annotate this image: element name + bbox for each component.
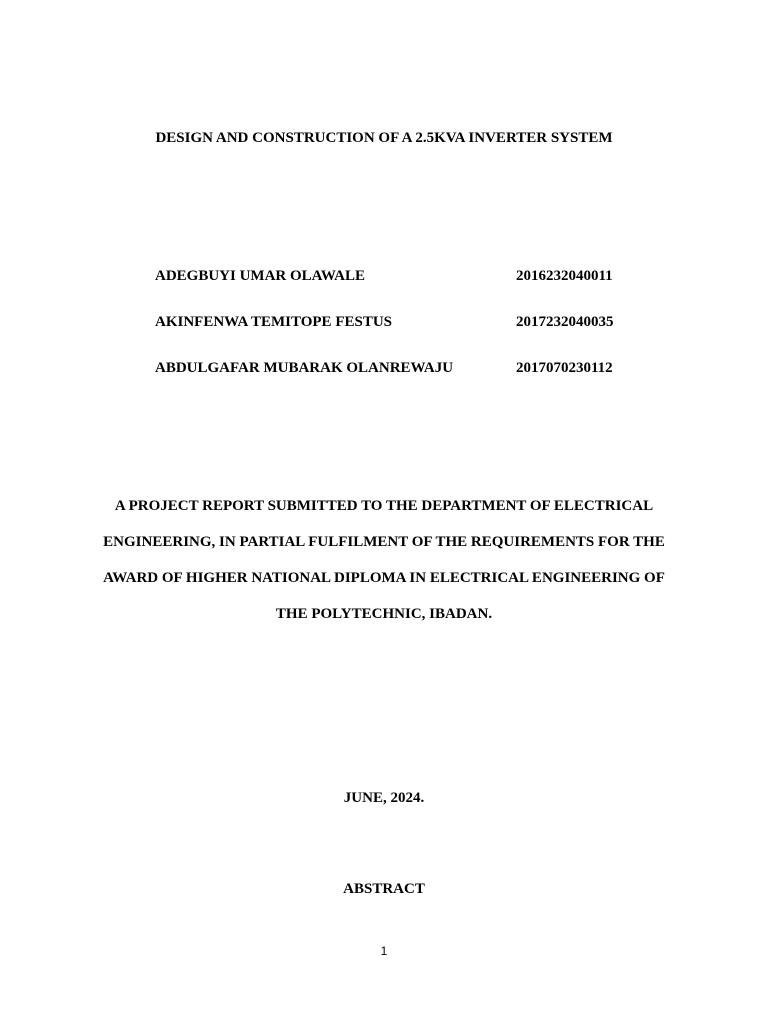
- report-statement: [0, 488, 768, 632]
- author-row: [155, 266, 625, 286]
- author-matric-number: 2016232040011: [516, 268, 613, 284]
- author-name: ADEGBUYI UMAR OLAWALE: [155, 268, 366, 284]
- abstract-heading: ABSTRACT: [343, 881, 425, 897]
- report-statement-line: THE POLYTECHNIC, IBADAN.: [275, 606, 493, 622]
- author-row: [155, 358, 625, 378]
- author-row: [155, 312, 625, 332]
- author-matric-number: 2017070230112: [516, 360, 613, 376]
- report-statement-line: AWARD OF HIGHER NATIONAL DIPLOMA IN ELECTRICAL ENGINEERING OF: [103, 570, 665, 586]
- submission-date: JUNE, 2024.: [343, 790, 425, 806]
- page-number: 1: [380, 944, 388, 958]
- author-name: ABDULGAFAR MUBARAK OLANREWAJU: [155, 360, 454, 376]
- report-statement-line: ENGINEERING, IN PARTIAL FULFILMENT OF THE REQUIREMENTS FOR THE: [103, 534, 665, 550]
- report-statement-line: A PROJECT REPORT SUBMITTED TO THE DEPARTMENT OF ELECTRICAL: [114, 498, 654, 514]
- document-title: DESIGN AND CONSTRUCTION OF A 2.5KVA INVERTER SYSTEM: [155, 130, 613, 146]
- author-name: AKINFENWA TEMITOPE FESTUS: [155, 314, 393, 330]
- author-matric-number: 2017232040035: [516, 314, 614, 330]
